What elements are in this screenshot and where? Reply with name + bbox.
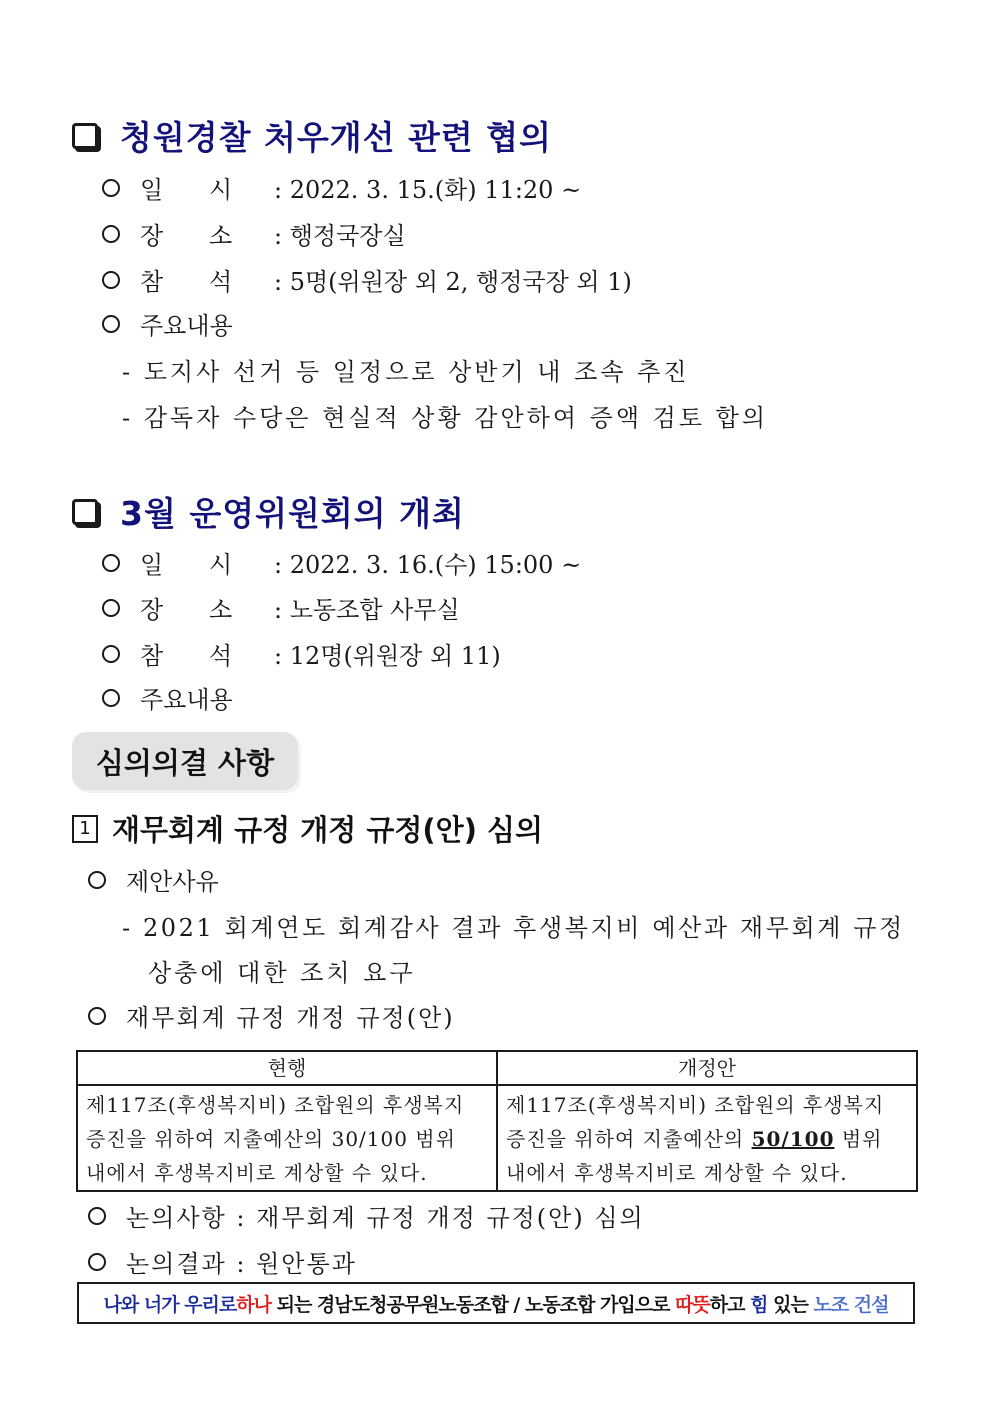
circle-bullet-icon <box>102 225 120 243</box>
item-value: : 2022. 3. 15.(화) 11:20 ~ <box>274 176 582 204</box>
section2-item-place <box>102 590 460 625</box>
reason-item <box>88 862 219 897</box>
item-value: : 행정국장실 <box>274 222 406 250</box>
discussion-item <box>88 1198 645 1233</box>
section1-title <box>72 112 552 159</box>
slogan-part: 나와 너가 우리로 <box>103 1293 237 1316</box>
section2-item-content <box>102 680 233 715</box>
item-label: 주요내용 <box>140 312 233 340</box>
reason-label: 제안사유 <box>126 868 219 896</box>
section1-item-date <box>102 170 581 205</box>
item-label: 주요내용 <box>140 686 233 714</box>
circle-bullet-icon <box>102 179 120 197</box>
section1-item-attendees <box>102 262 632 297</box>
circle-bullet-icon <box>102 645 120 663</box>
section1-item-place <box>102 216 406 251</box>
item-value: : 노동조합 사무실 <box>274 596 460 624</box>
section1-sub-1: - 도지사 선거 등 일정으로 상반기 내 조속 추진 <box>122 358 690 386</box>
circle-bullet-icon <box>102 689 120 707</box>
slogan-part: 따뜻 <box>675 1293 710 1316</box>
section2-title-text: 3월 운영위원회의 개최 <box>120 494 465 533</box>
agenda-title-text: 재무회계 규정 개정 규정(안) 심의 <box>112 813 544 847</box>
item-label: 참 석 <box>140 642 233 670</box>
square-bullet-icon <box>72 499 98 525</box>
circle-bullet-icon <box>102 315 120 333</box>
table-cell-new <box>497 1085 917 1191</box>
item-value: : 12명(위원장 외 11) <box>274 642 501 670</box>
comparison-table <box>76 1050 918 1192</box>
item-label: 일 시 <box>140 551 233 579</box>
section1-sub-2: - 감독자 수당은 현실적 상황 감안하여 증액 검토 합의 <box>122 404 769 432</box>
result-text: 논의결과 : 원안통과 <box>126 1250 357 1278</box>
slogan-part: 노조 건설 <box>813 1293 889 1316</box>
section1-item-content <box>102 306 233 341</box>
slogan-part: 있는 <box>767 1293 814 1316</box>
decision-heading-pill: 심의의결 사항 <box>72 732 298 790</box>
square-bullet-icon <box>72 123 98 149</box>
cell-text: 증진을 위하여 지출예산의 <box>506 1127 752 1151</box>
slogan-part: 되는 경남도청공무원노동조합 / 노동조합 가입으로 <box>270 1293 676 1316</box>
discussion-text: 논의사항 : 재무회계 규정 개정 규정(안) 심의 <box>126 1204 645 1232</box>
circle-bullet-icon <box>88 871 106 889</box>
reason-line-1: - 2021 회계연도 회계감사 결과 후생복지비 예산과 재무회계 규정 <box>122 914 905 942</box>
table-header-current: 현행 <box>77 1051 497 1085</box>
table-row <box>77 1085 917 1191</box>
table-header-row <box>77 1051 917 1085</box>
table-header-new: 개정안 <box>497 1051 917 1085</box>
item-label: 장 소 <box>140 596 233 624</box>
slogan-part: 하나 <box>236 1293 271 1316</box>
result-item <box>88 1244 357 1279</box>
slogan-part: 힘 <box>750 1293 768 1316</box>
cell-line: 내에서 후생복지비로 계상할 수 있다. <box>506 1161 848 1185</box>
item-label: 장 소 <box>140 222 233 250</box>
agenda-number-box: 1 <box>72 815 98 843</box>
reason-line-2: 상충에 대한 조치 요구 <box>148 959 416 987</box>
circle-bullet-icon <box>102 271 120 289</box>
circle-bullet-icon <box>102 599 120 617</box>
circle-bullet-icon <box>88 1253 106 1271</box>
cell-line: 제117조(후생복지비) 조합원의 후생복지 <box>86 1093 465 1117</box>
slogan-part: 하고 <box>709 1293 751 1316</box>
agenda-title <box>72 808 543 849</box>
union-slogan-banner <box>77 1282 915 1324</box>
table-cell-current <box>77 1085 497 1191</box>
section2-item-date <box>102 545 581 580</box>
cell-line <box>506 1122 910 1156</box>
section2-title <box>72 488 465 535</box>
cell-text: 범위 <box>834 1127 883 1151</box>
circle-bullet-icon <box>88 1007 106 1025</box>
cell-line: 증진을 위하여 지출예산의 30/100 범위 <box>86 1127 456 1151</box>
amended-value: 50/100 <box>751 1127 835 1151</box>
amend-label: 재무회계 규정 개정 규정(안) <box>126 1004 455 1032</box>
circle-bullet-icon <box>102 554 120 572</box>
item-label: 일 시 <box>140 176 233 204</box>
item-label: 참 석 <box>140 268 233 296</box>
amend-item <box>88 998 455 1033</box>
item-value: : 2022. 3. 16.(수) 15:00 ~ <box>274 551 582 579</box>
section1-title-text: 청원경찰 처우개선 관련 협의 <box>120 118 553 157</box>
cell-line: 내에서 후생복지비로 계상할 수 있다. <box>86 1161 428 1185</box>
section2-item-attendees <box>102 636 501 671</box>
item-value: : 5명(위원장 외 2, 행정국장 외 1) <box>274 268 632 296</box>
circle-bullet-icon <box>88 1207 106 1225</box>
cell-line: 제117조(후생복지비) 조합원의 후생복지 <box>506 1093 885 1117</box>
